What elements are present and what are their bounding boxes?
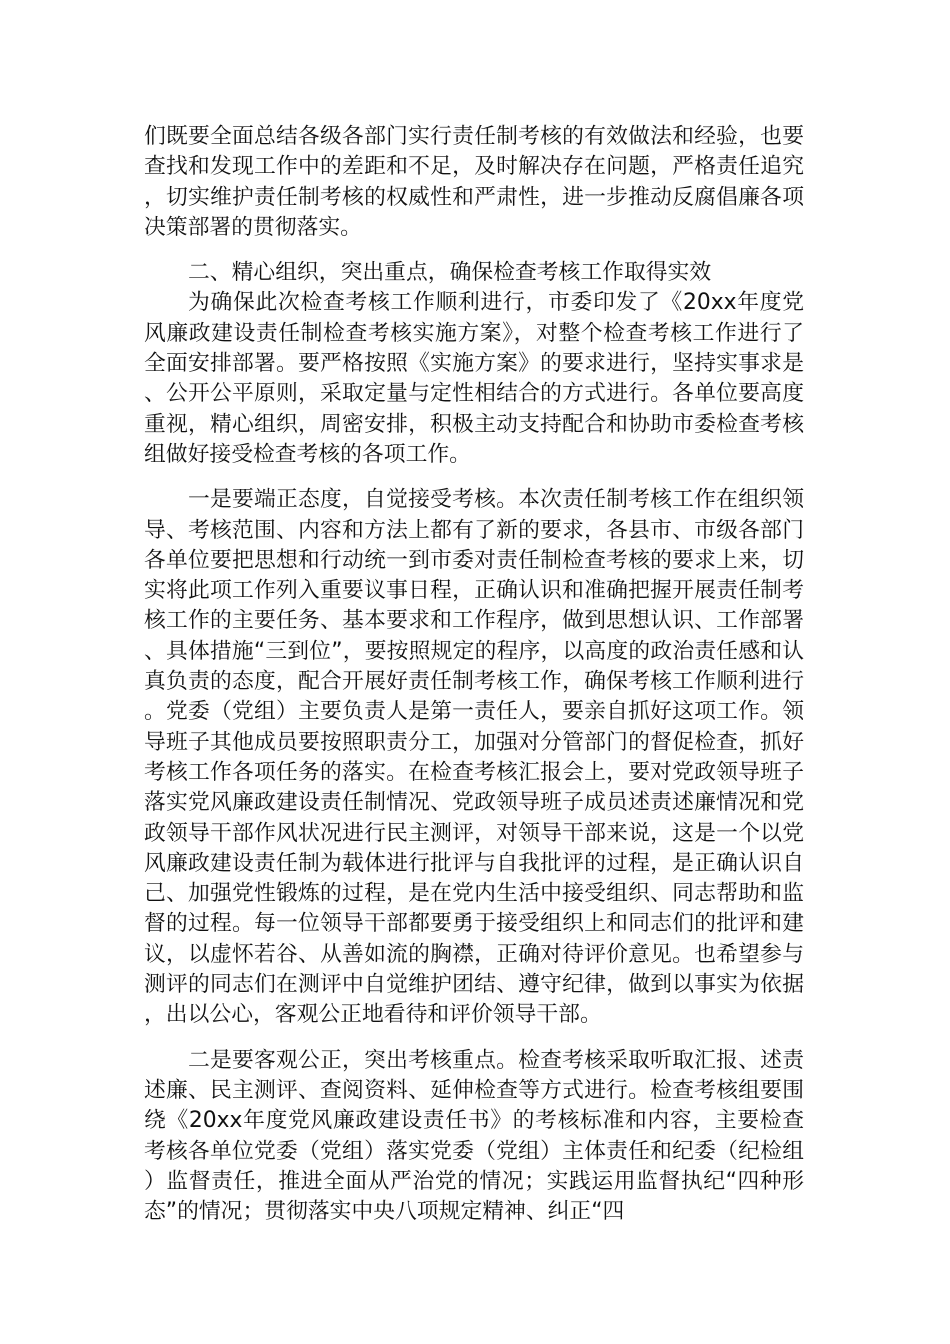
section-heading: 二、精心组织，突出重点，确保检查考核工作取得实效	[188, 260, 712, 286]
paragraph-continuation: 们既要全面总结各级各部门实行责任制考核的有效做法和经验，也要查找和发现工作中的差距和不足，及时解决存在问题，严格责任追究，切实维护责任制考核的权威性和严肃性，进一步推动反腐倡廉各项决策部署的贯彻落实。	[144, 124, 804, 240]
paragraph-objective-focus: 二是要客观公正，突出考核重点。检查考核采取听取汇报、述责述廉、民主测评、查阅资料、延伸检查等方式进行。检查考核组要围绕《20xx年度党风廉政建设责任书》的考核标准和内容，主要检查考核各单位党委（党组）落实党委（党组）主体责任和纪委（纪检组）监督责任，推进全面从严治党的情况；实践运用监督执纪“四种形态”的情况；贯彻落实中央八项规定精神、纠正“四	[144, 1047, 804, 1225]
paragraph-attitude: 一是要端正态度，自觉接受考核。本次责任制考核工作在组织领导、考核范围、内容和方法上都有了新的要求，各县市、市级各部门各单位要把思想和行动统一到市委对责任制检查考核的要求上来，切实将此项工作列入重要议事日程，正确认识和准确把握开展责任制考核工作的主要任务、基本要求和工作程序，做到思想认识、工作部署、具体措施“三到位”，要按照规定的程序，以高度的政治责任感和认真负责的态度，配合开展好责任制考核工作，确保考核工作顺利进行。党委（党组）主要负责人是第一责任人，要亲自抓好这项工作。领导班子其他成员要按照职责分工，加强对分管部门的督促检查，抓好考核工作各项任务的落实。在检查考核汇报会上，要对党政领导班子落实党风廉政建设责任制情况、党政领导班子成员述责述廉情况和党政领导干部作风状况进行民主测评，对领导干部来说，这是一个以党风廉政建设责任制为载体进行批评与自我批评的过程，是正确认识自己、加强党性锻炼的过程，是在党内生活中接受组织、同志帮助和监督的过程。每一位领导干部都要勇于接受组织上和同志们的批评和建议，以虚怀若谷、从善如流的胸襟，正确对待评价意见。也希望参与测评的同志们在测评中自觉维护团结、遵守纪律，做到以事实为依据，出以公心，客观公正地看待和评价领导干部。	[144, 487, 804, 1028]
document-page	[144, 122, 804, 1227]
paragraph-implementation-plan: 为确保此次检查考核工作顺利进行，市委印发了《20xx年度党风廉政建设责任制检查考核实施方案》，对整个检查考核工作进行了全面安排部署。要严格按照《实施方案》的要求进行，坚持实事求是、公开公平原则，采取定量与定性相结合的方式进行。各单位要高度重视，精心组织，周密安排，积极主动支持配合和协助市委检查考核组做好接受检查考核的各项工作。	[144, 290, 804, 467]
